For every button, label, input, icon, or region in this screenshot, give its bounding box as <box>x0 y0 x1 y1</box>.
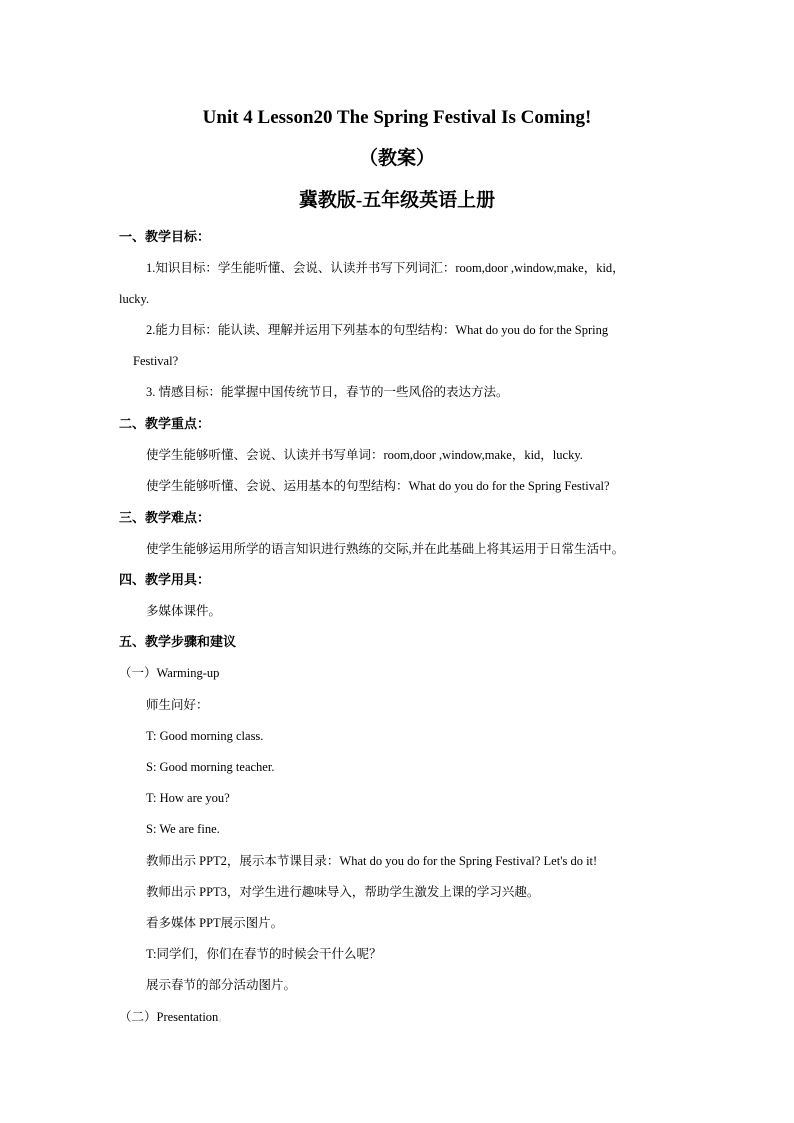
step-ppt3: 教师出示 PPT3，对学生进行趣味导入，帮助学生激发上课的学习兴趣。 <box>146 885 540 899</box>
subsection-presentation <box>119 1009 227 1026</box>
step-show-activities: 展示春节的部分活动图片。 <box>146 978 297 992</box>
document-title: Unit 4 Lesson20 The Spring Festival Is Coming! <box>202 107 592 128</box>
objective-ability-continued: Festival? <box>133 354 179 368</box>
dialogue-line: S: We are fine. <box>146 822 220 836</box>
document-edition: 冀教版-五年级英语上册 <box>298 190 496 211</box>
tools-text: 多媒体课件。 <box>146 604 222 618</box>
section-heading-objectives: 一、教学目标： <box>119 229 211 244</box>
dialogue-line: T: Good morning class. <box>146 729 264 743</box>
objective-emotion: 3. 情感目标：能掌握中国传统节日，春节的一些风俗的表达方法。 <box>146 385 509 399</box>
objective-knowledge: 1.知识目标：学生能听懂、会说、认读并书写下列词汇：room,door ,window,make，kid， <box>146 261 625 275</box>
section-heading-difficulties: 三、教学难点： <box>119 510 211 525</box>
objective-knowledge-continued: lucky. <box>119 292 150 306</box>
subsection-warming-up: （一）Warming-up <box>119 666 220 680</box>
step-ppt2: 教师出示 PPT2，展示本节课目录：What do you do for the Spring Festival? Let's do it! <box>146 854 598 868</box>
step-greeting: 师生问好： <box>146 698 209 712</box>
section-heading-key-points: 二、教学重点： <box>119 416 211 431</box>
document-subtitle: （教案） <box>358 148 435 169</box>
difficulty-text: 使学生能够运用所学的语言知识进行熟练的交际,并在此基础上将其运用于日常生活中。 <box>146 542 625 556</box>
key-point-sentence: 使学生能够听懂、会说、运用基本的句型结构：What do you do for the Spring Festival? <box>146 479 610 493</box>
step-show-pictures: 看多媒体 PPT展示图片。 <box>146 916 284 930</box>
dialogue-line: S: Good morning teacher. <box>146 760 275 774</box>
step-teacher-question: T:同学们，你们在春节的时候会干什么呢？ <box>146 947 382 961</box>
paragraph-mark: 。 <box>218 1013 228 1023</box>
dialogue-line: T: How are you? <box>146 791 230 805</box>
section-heading-steps: 五、教学步骤和建议 <box>119 634 237 649</box>
section-heading-tools: 四、教学用具： <box>119 572 211 587</box>
objective-ability: 2.能力目标：能认读、理解并运用下列基本的句型结构：What do you do for the Spring <box>146 323 609 337</box>
subsection-presentation-label: （二）Presentation <box>119 1010 219 1024</box>
key-point-vocabulary: 使学生能够听懂、会说、认读并书写单词：room,door ,window,make，kid，lucky. <box>146 448 583 462</box>
